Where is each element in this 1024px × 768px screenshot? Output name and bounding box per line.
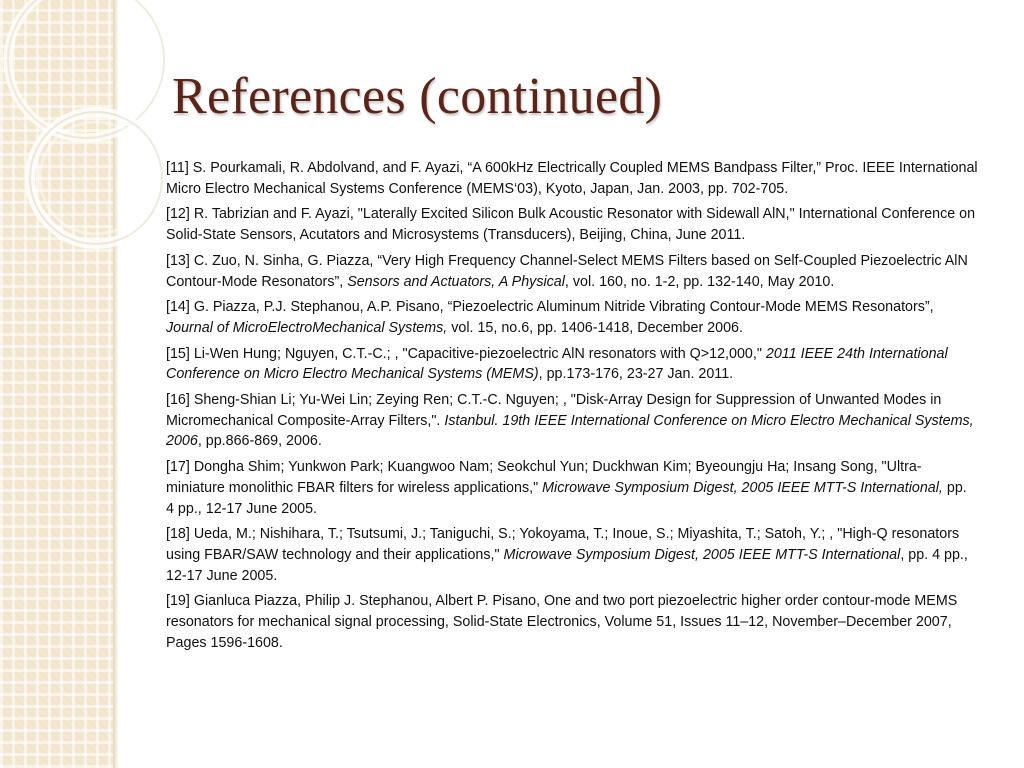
reference-text: [15] Li-Wen Hung; Nguyen, C.T.-C.; , "Capacitive-piezoelectric AlN resonators with Q>12,000," (166, 345, 766, 362)
decorative-side-panel (0, 0, 113, 768)
slide-title: References (continued) (172, 68, 663, 125)
side-panel-edge (113, 0, 119, 768)
reference-source-italic: Istanbul. 19th IEEE International Conference on Micro Electro Mechanical Systems, 2006 (166, 412, 974, 450)
reference-item-17 (166, 457, 978, 519)
reference-item-15 (166, 344, 978, 385)
reference-source-italic: Microwave Symposium Digest, 2005 IEEE MTT-S International, (542, 479, 943, 496)
reference-source-italic: 2011 IEEE 24th International Conference on Micro Electro Mechanical Systems (MEMS) (166, 345, 948, 383)
reference-item-12 (166, 204, 978, 245)
reference-text: [17] Dongha Shim; Yunkwon Park; Kuangwoo Nam; Seokchul Yun; Duckhwan Kim; Byeoungju Ha; Insang Song, "Ultra-miniature monolithic FBAR filters for wireless applications," (166, 459, 922, 496)
reference-item-16 (166, 390, 978, 452)
reference-item-11 (166, 158, 978, 199)
reference-source-italic: Journal of MicroElectroMechanical Systems, (166, 319, 448, 336)
reference-item-18 (166, 524, 978, 586)
reference-text: [13] C. Zuo, N. Sinha, G. Piazza, “Very High Frequency Channel-Select MEMS Filters based on Self-Coupled Piezoelectric AlN Contour-Mode Resonators”, (166, 252, 968, 290)
reference-item-13 (166, 251, 978, 292)
reference-text: [19] Gianluca Piazza, Philip J. Stephanou, Albert P. Pisano, One and two port piezoelectric higher order contour-mode MEMS resonators for mechanical signal processing, Solid-State Electronics, Volume 51, Issues 11–12, November–December 2007, Pages 1596-1608. (166, 593, 958, 651)
reference-item-19 (166, 591, 978, 653)
reference-text: , pp.173-176, 23-27 Jan. 2011. (538, 366, 734, 383)
reference-source-italic: Microwave Symposium Digest, 2005 IEEE MTT-S International (503, 546, 901, 563)
reference-text: pp. 4 pp., 12-17 June 2005. (166, 479, 967, 517)
reference-text: [14] G. Piazza, P.J. Stephanou, A.P. Pisano, “Piezoelectric Aluminum Nitride Vibrating Contour-Mode MEMS Resonators”, (166, 299, 934, 316)
reference-text: [12] R. Tabrizian and F. Ayazi, "Laterally Excited Silicon Bulk Acoustic Resonator with Sidewall AlN," International Conference on Solid-State Sensors, Acutators and Microsystems (Transducers), Beijing, China, June 2011. (166, 206, 976, 244)
reference-text: , pp. 4 pp., 12-17 June 2005. (166, 546, 968, 584)
reference-text: vol. 15, no.6, pp. 1406-1418, December 2006. (447, 319, 743, 336)
reference-text: [11] S. Pourkamali, R. Abdolvand, and F. Ayazi, “A 600kHz Electrically Coupled MEMS Bandpass Filter,” Proc. IEEE International Micro Electro Mechanical Systems Conference (MEMS‘03), Kyoto, Japan, Jan. 2003, pp. 702-705. (166, 160, 978, 197)
reference-text: [18] Ueda, M.; Nishihara, T.; Tsutsumi, J.; Taniguchi, S.; Yokoyama, T.; Inoue, S.; Miyashita, T.; Satoh, Y.; , "High-Q resonators using FBAR/SAW technology and their applications," (166, 526, 960, 563)
reference-text: , pp.866-869, 2006. (197, 433, 322, 450)
reference-text: , vol. 160, no. 1-2, pp. 132-140, May 2010. (564, 273, 835, 290)
reference-source-italic: Sensors and Actuators, A Physical (347, 273, 565, 290)
reference-text: [16] Sheng-Shian Li; Yu-Wei Lin; Zeying Ren; C.T.-C. Nguyen; , "Disk-Array Design for Suppression of Unwanted Modes in Micromechanical Composite-Array Filters,". (166, 392, 942, 429)
references-list (166, 158, 978, 658)
reference-item-14 (166, 297, 978, 338)
